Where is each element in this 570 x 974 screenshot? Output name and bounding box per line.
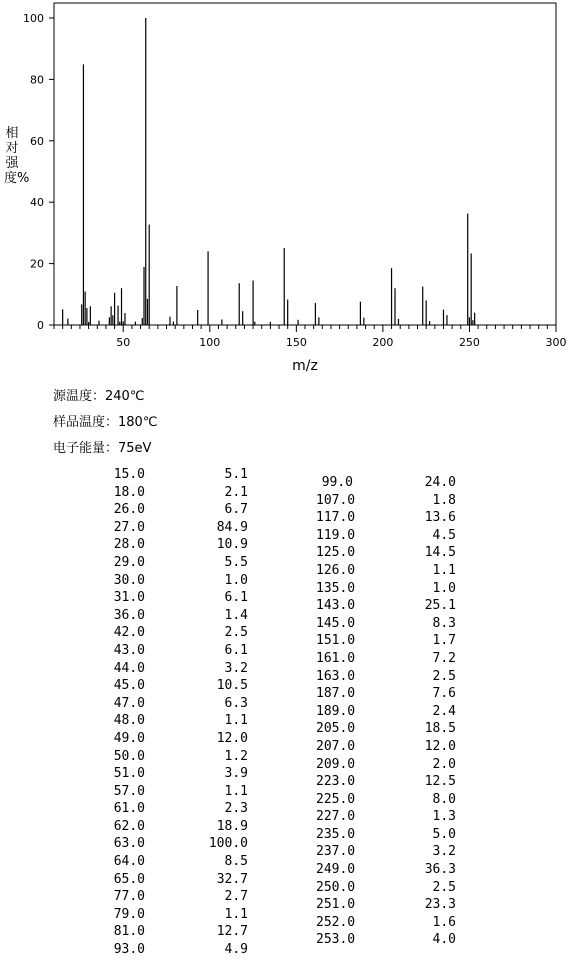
mz-value: 81.0 bbox=[113, 924, 145, 940]
mz-value: 235.0 bbox=[316, 826, 356, 842]
y-tick-label: 40 bbox=[30, 196, 44, 210]
peak-row bbox=[316, 527, 456, 545]
mz-value: 29.0 bbox=[113, 554, 145, 570]
intensity-value: 1.0 bbox=[224, 572, 248, 588]
peak-row bbox=[316, 896, 456, 914]
intensity-value: 12.0 bbox=[216, 730, 248, 746]
y-tick-label: 100 bbox=[23, 12, 44, 25]
peak-row bbox=[108, 888, 248, 906]
peak-row bbox=[108, 871, 248, 889]
intensity-value: 2.4 bbox=[432, 703, 456, 719]
mz-value: 48.0 bbox=[113, 713, 145, 729]
mz-value: 250.0 bbox=[316, 879, 356, 895]
mz-value: 43.0 bbox=[113, 642, 145, 658]
intensity-value: 6.7 bbox=[224, 502, 248, 518]
intensity-value: 24.0 bbox=[424, 475, 456, 490]
mz-value: 227.0 bbox=[316, 809, 356, 825]
mz-value: 237.0 bbox=[316, 844, 356, 860]
intensity-value: 8.0 bbox=[432, 791, 456, 807]
intensity-value: 4.9 bbox=[224, 942, 248, 958]
peak-row bbox=[108, 748, 248, 766]
intensity-value: 5.1 bbox=[224, 467, 248, 482]
intensity-value: 1.6 bbox=[432, 914, 456, 930]
mz-value: 36.0 bbox=[113, 607, 145, 623]
mz-value: 209.0 bbox=[316, 756, 356, 772]
mz-value: 18.0 bbox=[113, 484, 145, 500]
peak-row bbox=[108, 800, 248, 818]
mz-value: 15.0 bbox=[113, 467, 145, 482]
mz-value: 125.0 bbox=[316, 545, 356, 561]
peak-row bbox=[316, 843, 456, 861]
peak-row bbox=[108, 501, 248, 519]
peak-row bbox=[316, 738, 456, 756]
peak-row bbox=[108, 835, 248, 853]
mz-value: 49.0 bbox=[113, 730, 145, 746]
peak-row bbox=[316, 931, 456, 949]
peak-row bbox=[316, 650, 456, 668]
intensity-value: 2.5 bbox=[224, 625, 248, 641]
peak-row bbox=[316, 615, 456, 633]
mz-value: 30.0 bbox=[113, 572, 145, 588]
peak-row bbox=[108, 660, 248, 678]
mz-value: 253.0 bbox=[316, 932, 356, 948]
intensity-value: 2.3 bbox=[224, 801, 248, 817]
peak-row bbox=[316, 544, 456, 562]
peak-row bbox=[108, 765, 248, 783]
peak-row bbox=[316, 668, 456, 686]
intensity-value: 13.6 bbox=[424, 510, 456, 526]
mz-value: 189.0 bbox=[316, 703, 356, 719]
mz-value: 28.0 bbox=[113, 537, 145, 553]
mz-value: 107.0 bbox=[316, 492, 356, 508]
mz-value: 135.0 bbox=[316, 580, 356, 596]
x-axis-label: m/z bbox=[292, 358, 318, 374]
peak-row bbox=[108, 818, 248, 836]
intensity-value: 100.0 bbox=[208, 836, 248, 852]
peak-row bbox=[316, 773, 456, 791]
intensity-value: 1.2 bbox=[224, 748, 248, 764]
peak-row bbox=[108, 572, 248, 590]
intensity-value: 2.5 bbox=[432, 879, 456, 895]
mz-value: 26.0 bbox=[113, 502, 145, 518]
intensity-value: 3.2 bbox=[432, 844, 456, 860]
intensity-value: 1.1 bbox=[224, 713, 248, 729]
peak-row bbox=[316, 474, 456, 492]
intensity-value: 3.2 bbox=[224, 660, 248, 676]
intensity-value: 6.1 bbox=[224, 642, 248, 658]
plot-frame bbox=[54, 3, 556, 325]
intensity-value: 23.3 bbox=[424, 897, 456, 913]
intensity-value: 4.0 bbox=[432, 932, 456, 948]
peak-row bbox=[108, 853, 248, 871]
peak-row bbox=[316, 756, 456, 774]
mz-value: 31.0 bbox=[113, 590, 145, 606]
mz-value: 62.0 bbox=[113, 818, 145, 834]
peak-row bbox=[108, 466, 248, 484]
mz-value: 93.0 bbox=[113, 942, 145, 958]
intensity-value: 12.7 bbox=[216, 924, 248, 940]
intensity-value: 1.8 bbox=[432, 492, 456, 508]
intensity-value: 7.2 bbox=[432, 650, 456, 666]
peak-row bbox=[316, 703, 456, 721]
peak-row bbox=[316, 879, 456, 897]
mz-value: 65.0 bbox=[113, 871, 145, 887]
intensity-value: 3.9 bbox=[224, 766, 248, 782]
mz-value: 207.0 bbox=[316, 738, 356, 754]
intensity-value: 1.3 bbox=[432, 809, 456, 825]
mz-value: 151.0 bbox=[316, 633, 356, 649]
intensity-value: 6.1 bbox=[224, 590, 248, 606]
intensity-value: 84.9 bbox=[216, 519, 248, 535]
intensity-value: 5.5 bbox=[224, 554, 248, 570]
electron-energy: 电子能量：75eV bbox=[53, 441, 152, 456]
mz-value: 44.0 bbox=[113, 660, 145, 676]
peak-row bbox=[108, 712, 248, 730]
mass-spectrum-chart bbox=[0, 0, 570, 380]
x-tick-label: 100 bbox=[199, 336, 221, 349]
mz-value: 249.0 bbox=[316, 862, 356, 878]
intensity-value: 12.0 bbox=[424, 738, 456, 754]
intensity-value: 1.4 bbox=[224, 607, 248, 623]
intensity-value: 1.1 bbox=[224, 906, 248, 922]
x-tick-label: 300 bbox=[545, 336, 567, 349]
peak-row bbox=[316, 791, 456, 809]
x-tick-label: 200 bbox=[372, 336, 394, 349]
intensity-value: 8.3 bbox=[432, 615, 456, 631]
x-tick-label: 50 bbox=[116, 336, 131, 349]
mz-value: 252.0 bbox=[316, 914, 356, 930]
intensity-value: 4.5 bbox=[432, 527, 456, 543]
mz-value: 77.0 bbox=[113, 889, 145, 905]
intensity-value: 32.7 bbox=[216, 871, 248, 887]
source-temperature: 源温度：240℃ bbox=[53, 389, 145, 404]
mz-value: 205.0 bbox=[316, 721, 356, 737]
x-tick-label: 150 bbox=[285, 336, 307, 349]
peak-row bbox=[316, 509, 456, 527]
peak-row bbox=[108, 484, 248, 502]
peak-row bbox=[108, 923, 248, 941]
peak-row bbox=[108, 607, 248, 625]
mz-value: 225.0 bbox=[316, 791, 356, 807]
mz-value: 50.0 bbox=[113, 748, 145, 764]
peak-row bbox=[316, 826, 456, 844]
peak-row bbox=[108, 519, 248, 537]
mz-value: 143.0 bbox=[316, 598, 356, 614]
peak-row bbox=[316, 685, 456, 703]
peak-row bbox=[108, 589, 248, 607]
peak-row bbox=[316, 597, 456, 615]
intensity-value: 7.6 bbox=[432, 686, 456, 702]
peak-row bbox=[316, 492, 456, 510]
peak-table-left bbox=[108, 466, 248, 959]
mz-value: 251.0 bbox=[316, 897, 356, 913]
intensity-value: 8.5 bbox=[224, 854, 248, 870]
intensity-value: 6.3 bbox=[224, 695, 248, 711]
peak-row bbox=[108, 783, 248, 801]
mz-value: 63.0 bbox=[113, 836, 145, 852]
x-tick-label: 250 bbox=[458, 336, 480, 349]
peak-row bbox=[108, 642, 248, 660]
intensity-value: 18.5 bbox=[424, 721, 456, 737]
intensity-value: 10.5 bbox=[216, 678, 248, 694]
intensity-value: 1.1 bbox=[224, 783, 248, 799]
mz-value: 126.0 bbox=[316, 562, 356, 578]
peak-row bbox=[316, 562, 456, 580]
intensity-value: 10.9 bbox=[216, 537, 248, 553]
y-axis-label: 相对强度% bbox=[4, 126, 30, 186]
intensity-value: 2.0 bbox=[432, 756, 456, 772]
peak-row bbox=[316, 861, 456, 879]
intensity-value: 1.0 bbox=[432, 580, 456, 596]
mz-value: 223.0 bbox=[316, 774, 356, 790]
y-tick-label: 20 bbox=[30, 257, 44, 271]
mz-value: 61.0 bbox=[113, 801, 145, 817]
peak-row bbox=[108, 906, 248, 924]
y-tick-label: 60 bbox=[30, 134, 44, 148]
peak-row bbox=[316, 808, 456, 826]
intensity-value: 36.3 bbox=[424, 862, 456, 878]
intensity-value: 5.0 bbox=[432, 826, 456, 842]
mz-value: 145.0 bbox=[316, 615, 356, 631]
mz-value: 117.0 bbox=[316, 510, 356, 526]
y-tick-label: 0 bbox=[37, 319, 44, 332]
mz-value: 57.0 bbox=[113, 783, 145, 799]
intensity-value: 1.1 bbox=[432, 562, 456, 578]
peak-row bbox=[108, 624, 248, 642]
peak-row bbox=[108, 695, 248, 713]
mz-value: 47.0 bbox=[113, 695, 145, 711]
y-tick-label: 80 bbox=[30, 73, 44, 87]
mz-value: 79.0 bbox=[113, 906, 145, 922]
intensity-value: 2.7 bbox=[224, 889, 248, 905]
mz-value: 51.0 bbox=[113, 766, 145, 782]
mz-value: 187.0 bbox=[316, 686, 356, 702]
mz-value: 42.0 bbox=[113, 625, 145, 641]
intensity-value: 18.9 bbox=[216, 818, 248, 834]
peak-row bbox=[108, 677, 248, 695]
intensity-value: 12.5 bbox=[424, 774, 456, 790]
mz-value: 161.0 bbox=[316, 650, 356, 666]
mz-value: 119.0 bbox=[316, 527, 356, 543]
mz-value: 64.0 bbox=[113, 854, 145, 870]
intensity-value: 25.1 bbox=[424, 598, 456, 614]
intensity-value: 2.1 bbox=[224, 484, 248, 500]
mz-value: 45.0 bbox=[113, 678, 145, 694]
peak-row bbox=[108, 730, 248, 748]
mz-value: 163.0 bbox=[316, 668, 356, 684]
peak-row bbox=[108, 941, 248, 959]
intensity-value: 2.5 bbox=[432, 668, 456, 684]
mz-value: 99.0 bbox=[321, 475, 353, 490]
peak-table-right bbox=[316, 474, 456, 949]
intensity-value: 14.5 bbox=[424, 545, 456, 561]
peak-row bbox=[108, 536, 248, 554]
intensity-value: 1.7 bbox=[432, 633, 456, 649]
peak-row bbox=[316, 914, 456, 932]
peak-row bbox=[108, 554, 248, 572]
peak-row bbox=[316, 580, 456, 598]
peak-row bbox=[316, 720, 456, 738]
peak-row bbox=[316, 632, 456, 650]
mz-value: 27.0 bbox=[113, 519, 145, 535]
sample-temperature: 样品温度：180℃ bbox=[53, 415, 158, 430]
